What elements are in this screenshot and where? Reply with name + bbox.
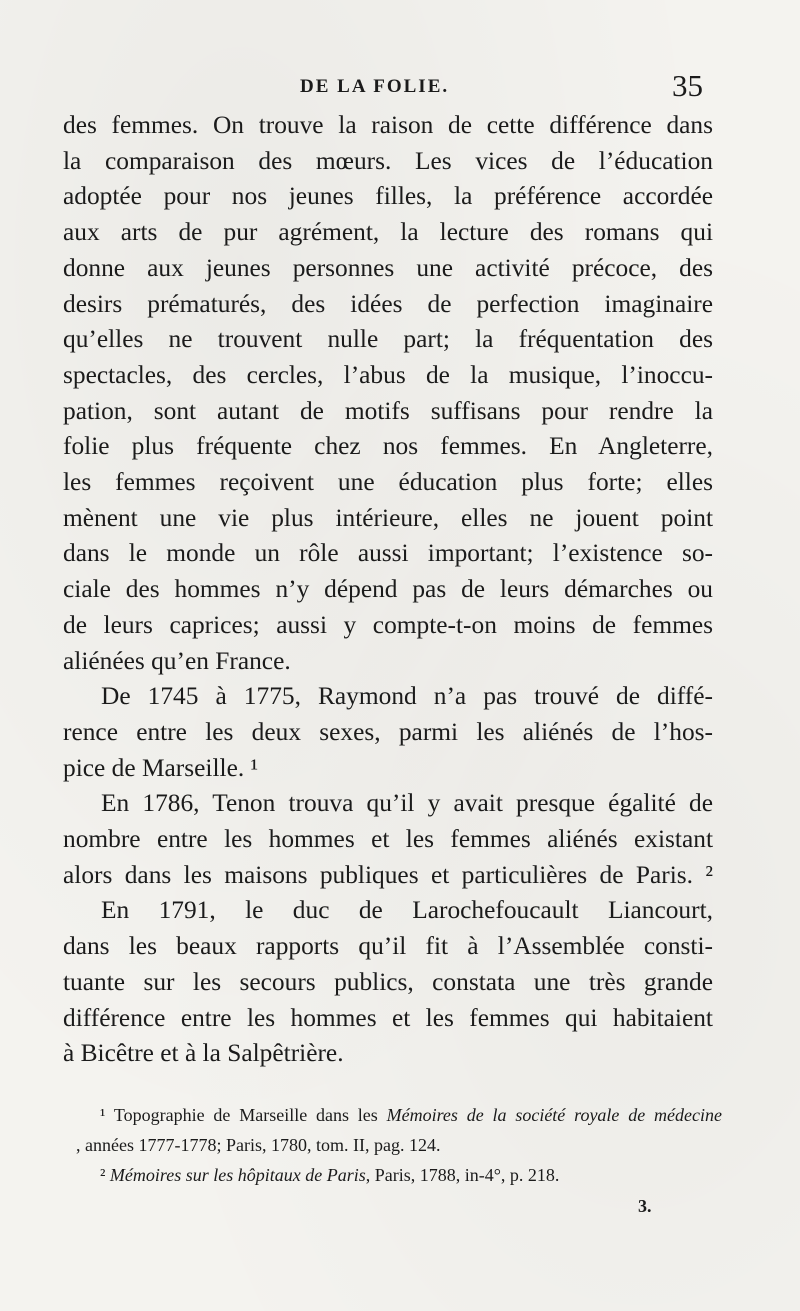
text-line: donne aux jeunes personnes une activité précoce, des <box>63 253 713 282</box>
text-line: à Bicêtre et à la Salpêtrière. <box>63 1039 344 1068</box>
text-line: alors dans les maisons publiques et particulières de Paris. ² <box>63 860 713 889</box>
text-line: des femmes. On trouve la raison de cette différence dans <box>63 111 713 139</box>
text-line: rence entre les deux sexes, parmi les aliénés de l’hos- <box>63 717 713 746</box>
running-title: DE LA FOLIE. <box>300 76 450 97</box>
footnote-2 <box>100 1160 722 1190</box>
footnote-cited-title: Mémoires de la société royale de médecine <box>386 1105 722 1125</box>
footnote-cited-title: Mémoires sur les hôpitaux de Paris <box>109 1165 366 1185</box>
text-line: spectacles, des cercles, l’abus de la musique, l’inoccu- <box>63 360 713 389</box>
footnote-1 <box>100 1100 722 1130</box>
footnotes <box>76 1100 722 1190</box>
text-line: dans le monde un rôle aussi important; l’existence so- <box>63 539 713 568</box>
text-line: pice de Marseille. ¹ <box>63 753 259 782</box>
text-line: nombre entre les hommes et les femmes aliénés existant <box>63 825 713 854</box>
text-line: aux arts de pur agrément, la lecture des romans qui <box>63 218 713 247</box>
text-line: desirs prématurés, des idées de perfection imaginaire <box>63 289 713 318</box>
text-line: différence entre les hommes et les femmes qui habitaient <box>63 1003 713 1032</box>
text-line: la comparaison des mœurs. Les vices de l’éducation <box>63 146 713 175</box>
footnote-marker: ¹ <box>100 1105 106 1125</box>
text-line: dans les beaux rapports qu’il fit à l’Assemblée consti- <box>63 932 713 961</box>
text-line: ciale des hommes n’y dépend pas de leurs démarches ou <box>63 575 713 604</box>
text-line: adoptée pour nos jeunes filles, la préférence accordée <box>63 182 713 211</box>
footnote-text: , années 1777-1778; Paris, 1780, tom. II, pag. 124. <box>76 1135 441 1155</box>
text-line: pation, sont autant de motifs suffisans pour rendre la <box>63 396 713 425</box>
text-line: folie plus fréquente chez nos femmes. En Angleterre, <box>63 432 713 461</box>
signature-mark: 3. <box>638 1196 652 1216</box>
text-line: les femmes reçoivent une éducation plus forte; elles <box>63 468 713 497</box>
text-line: aliénées qu’en France. <box>63 646 291 675</box>
text-line: En 1791, le duc de Larochefoucault Liancourt, <box>101 896 713 925</box>
text-line: tuante sur les secours publics, constata une très grande <box>63 967 713 996</box>
footnote-text: , Paris, 1788, in-4°, p. 218. <box>365 1165 560 1185</box>
body-text <box>63 108 713 1072</box>
text-line: de leurs caprices; aussi y compte-t-on moins de femmes <box>63 610 713 639</box>
running-head <box>0 68 800 104</box>
footnote-1-continued <box>76 1130 722 1160</box>
text-line: mènent une vie plus intérieure, elles ne jouent point <box>63 503 713 532</box>
text-line: En 1786, Tenon trouva qu’il y avait presque égalité de <box>101 789 713 818</box>
text-line: De 1745 à 1775, Raymond n’a pas trouvé de diffé- <box>101 682 713 711</box>
text-line: qu’elles ne trouvent nulle part; la fréquentation des <box>63 325 713 354</box>
footnote-text: Topographie de Marseille dans les <box>113 1105 387 1125</box>
page-number: 35 <box>672 68 703 103</box>
footnote-marker: ² <box>100 1165 106 1185</box>
